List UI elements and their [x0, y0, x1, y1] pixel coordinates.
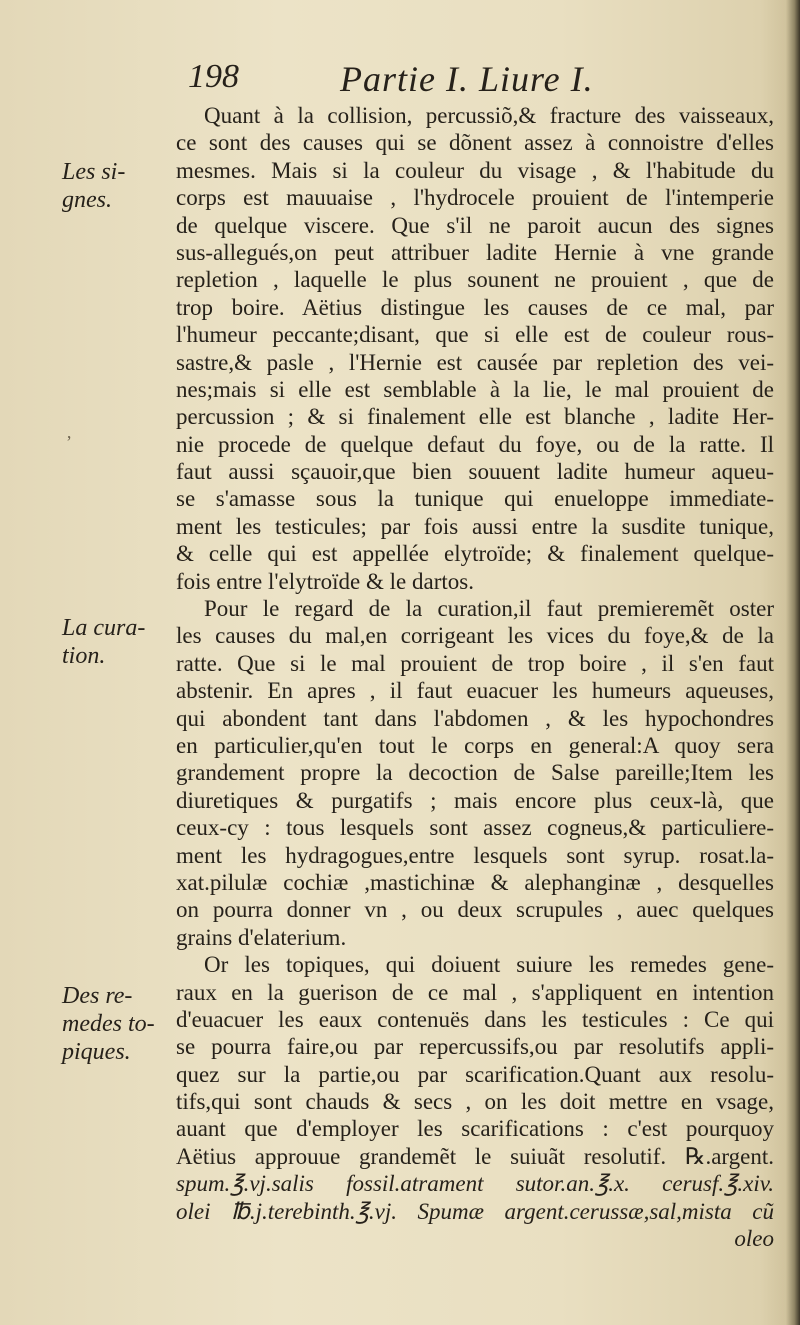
text-line: on pourra donner vn , ou deux scrupules , auec quelques	[176, 897, 774, 923]
text-line: mesmes. Mais si la couleur du visage , & l'habitude du	[176, 157, 774, 183]
text-line: Pour le regard de la curation,il faut premieremẽt oster	[204, 596, 774, 622]
text-line: raux en la guerison de ce mal , s'appliquent en intention	[176, 979, 774, 1005]
text-line: corps est mauuaise , l'hydrocele prouient de l'intemperie	[176, 185, 774, 211]
text-line: sus-allegués,on peut attribuer ladite Hernie à vne grande	[176, 239, 774, 265]
text-line: nie procede de quelque defaut du foye, ou de la ratte. Il	[176, 431, 774, 457]
page-header	[180, 58, 720, 100]
text-line: auant que d'employer les scarifications : c'est pourquoy	[176, 1116, 774, 1142]
text-line: percussion ; & si finalement elle est blanche , ladite Her-	[176, 404, 774, 430]
catchword: oleo	[734, 1226, 774, 1252]
text-line: quez sur la partie,ou par scarification.Quant aux resolu-	[176, 1061, 774, 1087]
text-line: spum.℥.vj.salis fossil.atrament sutor.an.℥.x. cerusf.℥.xiv.	[176, 1171, 774, 1197]
margin-note-line: medes to-	[62, 1011, 155, 1037]
text-line: tifs,qui sont chauds & secs , on les doit mettre en vsage,	[176, 1089, 774, 1115]
page-number: 198	[188, 58, 239, 95]
margin-note-topiques	[62, 982, 172, 1066]
text-line: d'euacuer les eaux contenuës dans les testicules : Ce qui	[176, 1006, 774, 1032]
text-line: Or les topiques, qui doiuent suiure les remedes gene-	[204, 952, 774, 978]
margin-note-line: piques.	[62, 1039, 131, 1065]
text-line: ceux-cy : tous lesquels sont assez cogneus,& particuliere-	[176, 815, 774, 841]
margin-note-line: Les si-	[62, 159, 126, 185]
text-line: nes;mais si elle est semblable à la lie, le mal prouient de	[176, 376, 774, 402]
margin-note-line: gnes.	[62, 187, 112, 213]
text-line: ment les hydragogues,entre lesquels sont syrup. rosat.la-	[176, 842, 774, 868]
text-line: Aëtius approuue grandemẽt le suiuãt resolutif. ℞.argent.	[176, 1143, 774, 1169]
text-line: de quelque viscere. Que s'il ne paroit aucun des signes	[176, 212, 774, 238]
text-line: se pourra faire,ou par repercussifs,ou par resolutifs appli-	[176, 1034, 774, 1060]
text-line: grains d'elaterium.	[176, 924, 347, 950]
margin-note-line: Des re-	[62, 983, 133, 1009]
margin-stain: ʼ	[66, 432, 72, 452]
text-line: ratte. Que si le mal prouient de trop boire , il s'en faut	[176, 650, 774, 676]
margin-note-signes	[62, 158, 172, 214]
margin-note-line: La cura-	[62, 615, 146, 641]
text-line: sastre,& pasle , l'Hernie est causée par repletion des vei-	[176, 349, 774, 375]
text-line: abstenir. En apres , il faut euacuer les humeurs aqueuses,	[176, 678, 774, 704]
text-line: & celle qui est appellée elytroïde; & finalement quelque-	[176, 541, 774, 567]
paragraph-curation	[176, 595, 774, 951]
text-line: grandement propre la decoction de Salse pareille;Item les	[176, 760, 774, 786]
body-text	[176, 102, 774, 1252]
text-line: fois entre l'elytroïde & le dartos.	[176, 568, 474, 594]
margin-note-line: tion.	[62, 643, 106, 669]
text-line: diuretiques & purgatifs ; mais encore plus ceux-là, que	[176, 787, 774, 813]
paragraph-topiques	[176, 951, 774, 1252]
text-line: les causes du mal,en corrigeant les vices du foye,& de la	[176, 623, 774, 649]
text-line: xat.pilulæ cochiæ ,mastichinæ & alephanginæ , desquelles	[176, 869, 774, 895]
text-line: en particulier,qu'en tout le corps en general:A quoy sera	[176, 732, 774, 758]
text-line: olei ℔.j.terebinth.℥.vj. Spumæ argent.cerussæ,sal,mista cũ	[176, 1198, 774, 1224]
text-line: qui abondent tant dans l'abdomen , & les hypochondres	[176, 705, 774, 731]
text-line: repletion , laquelle le plus sounent ne prouient , que de	[176, 267, 774, 293]
text-line: ment les testicules; par fois aussi entre la susdite tunique,	[176, 513, 774, 539]
page-gutter-shadow	[786, 0, 800, 1325]
text-line: trop boire. Aëtius distingue les causes de ce mal, par	[176, 294, 774, 320]
text-line: faut aussi sçauoir,que bien souuent ladite humeur aqueu-	[176, 459, 774, 485]
text-line: se s'amasse sous la tunique qui enueloppe immediate-	[176, 486, 774, 512]
text-line: Quant à la collision, percussiõ,& fracture des vaisseaux,	[204, 103, 774, 128]
running-head: Partie I. Liure I.	[340, 59, 594, 99]
margin-note-curation	[62, 614, 172, 670]
text-line: ce sont des causes qui se dõnent assez à connoistre d'elles	[176, 130, 774, 156]
text-line: l'humeur peccante;disant, que si elle est de couleur rous-	[176, 322, 774, 348]
paragraph-causes	[176, 102, 774, 595]
